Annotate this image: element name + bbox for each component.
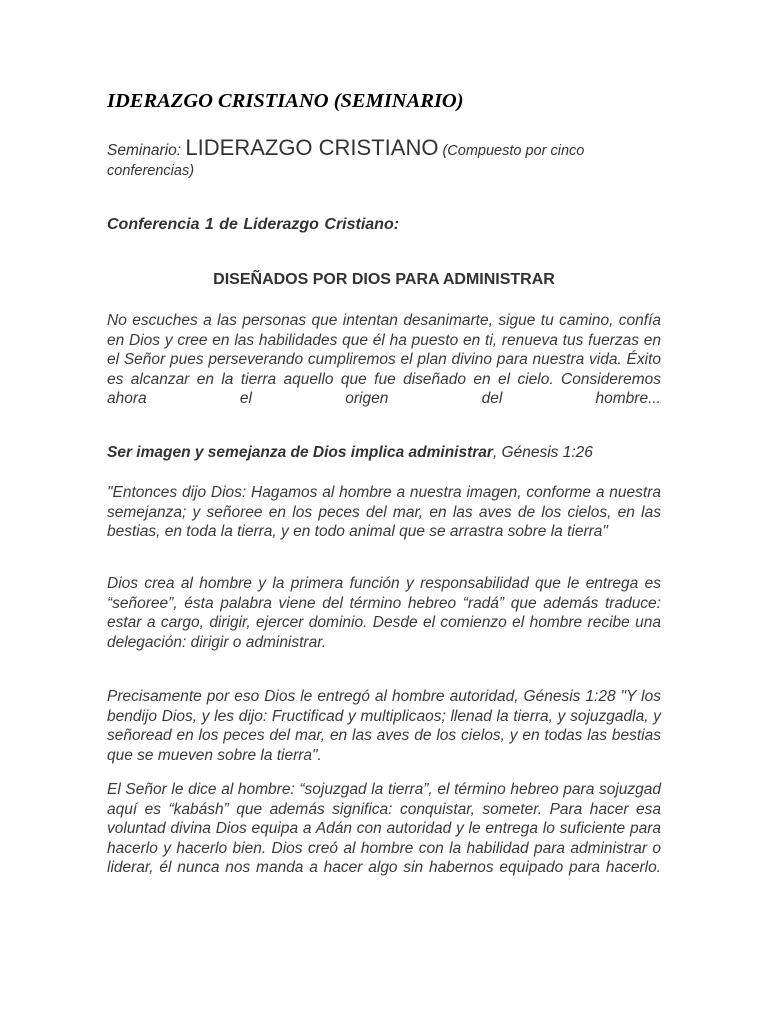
seminar-line bbox=[107, 135, 661, 181]
section-heading bbox=[107, 444, 661, 462]
paragraph-senoree: Dios crea al hombre y la primera función y responsabilidad que le entrega es “señoree”, ésta palabra viene del término hebreo “radá” que además traduce: estar a cargo, dirigir, ejercer dominio. Desde el comienzo el hombre recibe una delegación: dirigir o administrar. bbox=[107, 575, 661, 651]
intro-paragraph: No escuches a las personas que intentan desanimarte, sigue tu camino, confía en Dios y cree en las habilidades que él ha puesto en ti, renueva tus fuerzas en el Señor pues perseverando cumpliremos el plan divino para nuestra vida. Éxito es alcanzar en la tierra aquello que fue diseñado en el cielo. Consideremos ahora el origen del hombre... bbox=[107, 312, 661, 407]
section-heading-bold: Ser imagen y semejanza de Dios implica administrar bbox=[107, 444, 493, 461]
section-subtitle: DISEÑADOS POR DIOS PARA ADMINISTRAR bbox=[213, 271, 555, 288]
paragraph-autoridad: Precisamente por eso Dios le entregó al hombre autoridad, Génesis 1:28 "Y los bendijo Dios, y les dijo: Fructificad y multiplicaos; llenad la tierra, y sojuzgadla, y señoread en los peces del mar, en las aves de los cielos, y en todas las bestias que se mueven sobre la tierra". bbox=[107, 688, 661, 764]
document-title: IDERAZGO CRISTIANO (SEMINARIO) bbox=[107, 90, 464, 112]
paragraph-sojuzgad: El Señor le dice al hombre: “sojuzgad la tierra”, el término hebreo para sojuzgad aquí es “kabásh” que además significa: conquistar, someter. Para hacer esa voluntad divina Dios equipa a Adán con autoridad y le entrega lo suficiente para hacerlo y hacerlo bien. Dios creó al hombre con la habilidad para administrar o liderar, él nunca nos manda a hacer algo sin habernos equipado para hacerlo. bbox=[107, 781, 661, 876]
seminar-note: (Compuesto por cinco conferencias) bbox=[107, 143, 585, 179]
seminar-name: LIDERAZGO CRISTIANO bbox=[185, 135, 439, 160]
seminar-label: Seminario: bbox=[107, 142, 186, 159]
conference-heading: Conferencia 1 de Liderazgo Cristiano: bbox=[107, 216, 400, 233]
genesis-quote: "Entonces dijo Dios: Hagamos al hombre a nuestra imagen, conforme a nuestra semejanza; y señoree en los peces del mar, en las aves de los cielos, en las bestias, en toda la tierra, y en todo animal que se arrastra sobre la tierra" bbox=[107, 484, 661, 540]
section-heading-reference: , Génesis 1:26 bbox=[492, 444, 593, 461]
